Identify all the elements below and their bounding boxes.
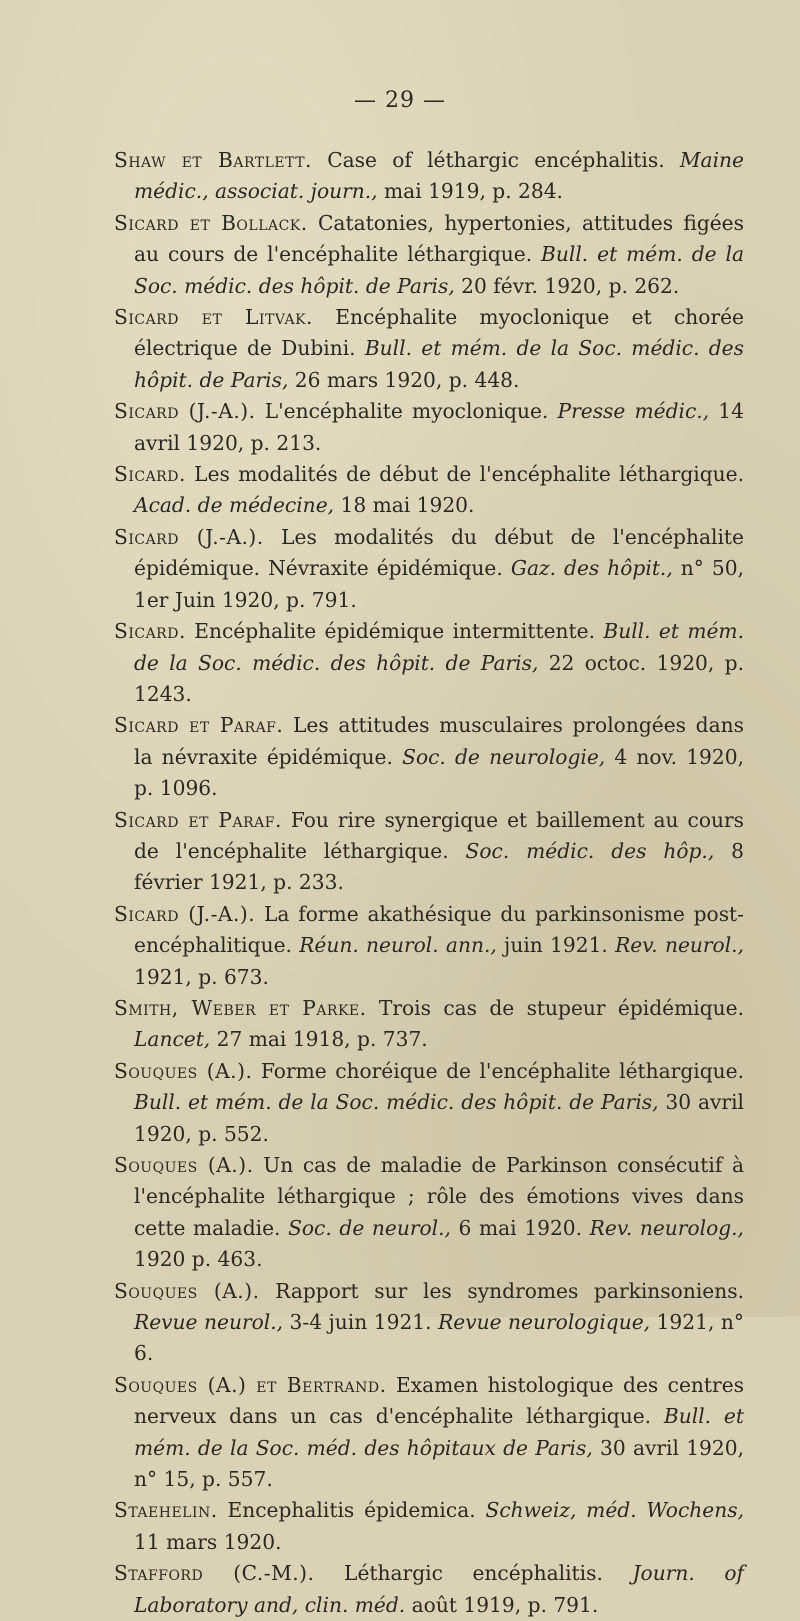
- reference-details: 26 mars 1920, p. 448.: [288, 367, 520, 392]
- reference-journal: Soc. de neurologie,: [402, 744, 606, 769]
- reference-title: Rapport sur les syndromes parkinsoniens.: [259, 1278, 745, 1303]
- reference-title: Léthargic encéphalitis.: [314, 1561, 633, 1586]
- reference-details: 1921, p. 673.: [134, 964, 269, 989]
- reference-entry: [114, 459, 744, 522]
- reference-authors: Stafford (C.-M.).: [114, 1561, 315, 1586]
- reference-details: 14 avril 1920, p. 213.: [134, 399, 744, 455]
- reference-details: 30 avril 1920, p. 552.: [134, 1090, 744, 1146]
- reference-journal: Acad. de médecine,: [134, 493, 335, 518]
- reference-details: 27 mai 1918, p. 737.: [210, 1027, 428, 1052]
- reference-title: Les modalités du début de l'encéphalite épidémique. Névraxite épidémique.: [134, 524, 744, 581]
- reference-authors: Sicard.: [114, 619, 186, 644]
- reference-journal: Bull. et mém. de la Soc. médic. des hôpit. de Paris,: [134, 619, 744, 675]
- reference-details: 3-4 juin 1921.: [283, 1310, 439, 1335]
- reference-journal: Bull. et mém. de la Soc. médic. des hôpit. de Paris,: [134, 1090, 659, 1115]
- reference-journal: Presse médic.,: [557, 399, 710, 424]
- reference-authors: Souques (A.).: [114, 1058, 253, 1083]
- reference-entry: [114, 1276, 744, 1370]
- reference-journal: Rev. neurol.,: [615, 933, 744, 958]
- reference-title: Les attitudes musculaires prolongées dans la névraxite épidémique.: [134, 713, 744, 769]
- reference-journal: Bull. et mém. de la Soc. médic. des hôpit. de Paris,: [134, 336, 744, 392]
- reference-details: juin 1921.: [496, 933, 616, 958]
- reference-entry: [114, 616, 744, 710]
- reference-authors: Souques (A.).: [114, 1278, 260, 1303]
- reference-journal: Journ. of Laboratory and, clin. méd.: [134, 1561, 744, 1617]
- reference-details: 20 févr. 1920, p. 262.: [454, 273, 680, 298]
- reference-title: Catatonies, hypertonies, attitudes figées au cours de l'encéphalite léthargique.: [134, 210, 744, 267]
- reference-entry: [114, 1370, 744, 1496]
- reference-entry: [114, 1150, 744, 1276]
- reference-entry: [114, 145, 744, 208]
- reference-entry: [114, 899, 744, 993]
- reference-journal: Schweiz, méd. Wochens,: [485, 1498, 744, 1523]
- reference-details: 11 mars 1920.: [134, 1529, 282, 1554]
- reference-title: La forme akathésique du parkinsonisme post-encéphalitique.: [134, 901, 744, 958]
- reference-authors: Sicard (J.-A.).: [114, 524, 264, 549]
- reference-journal: Revue neurol.,: [134, 1310, 284, 1335]
- reference-authors: Shaw et Bartlett.: [114, 148, 312, 172]
- reference-journal: Revue neurologique,: [438, 1310, 651, 1335]
- reference-entry: [114, 1495, 744, 1558]
- reference-journal: Soc. médic. des hôp.,: [465, 838, 715, 863]
- reference-title: Case of léthargic encéphalitis.: [311, 148, 680, 172]
- reference-authors: Sicard et Paraf.: [114, 807, 282, 832]
- page-number: — 29 —: [354, 88, 446, 113]
- reference-authors: Smith, Weber et Parke.: [114, 995, 367, 1020]
- reference-entry: [114, 396, 744, 459]
- reference-authors: Sicard (J.-A.).: [114, 399, 256, 424]
- reference-title: Forme choréique de l'encéphalite léthargique.: [252, 1058, 744, 1083]
- reference-title: Encéphalite myoclonique et chorée électrique de Dubini.: [134, 305, 744, 361]
- reference-title: Encephalitis épidemica.: [217, 1498, 486, 1523]
- reference-list: [114, 145, 744, 1621]
- reference-journal: Bull. et mém. de la Soc. médic. des hôpit. de Paris,: [134, 242, 745, 298]
- reference-details: 18 mai 1920.: [334, 493, 475, 518]
- reference-authors: Sicard et Paraf.: [114, 713, 284, 738]
- reference-authors: Sicard et Bollack.: [114, 210, 308, 235]
- reference-authors: Sicard (J.-A.).: [114, 901, 256, 926]
- reference-title: Un cas de maladie de Parkinson consécutif à l'encéphalite léthargique ; rôle des émotions vives dans cette maladie.: [134, 1153, 744, 1240]
- reference-details: 8 février 1921, p. 233.: [134, 838, 744, 895]
- reference-journal: Maine médic., associat. journ.,: [134, 148, 744, 204]
- reference-details: août 1919, p. 791.: [405, 1592, 599, 1617]
- reference-entry: [114, 1558, 744, 1621]
- reference-entry: [114, 302, 744, 396]
- reference-details: 4 nov. 1920, p. 1096.: [134, 744, 744, 801]
- reference-title: L'encéphalite myoclonique.: [255, 399, 558, 424]
- reference-details: mai 1919, p. 284.: [377, 179, 563, 204]
- reference-title: Examen histologique des centres nerveux dans un cas d'encéphalite léthargique.: [134, 1372, 745, 1429]
- reference-authors: Sicard et Litvak.: [114, 305, 313, 330]
- reference-journal: Gaz. des hôpit.,: [510, 556, 673, 581]
- reference-journal: Bull. et mém. de la Soc. méd. des hôpitaux de Paris,: [134, 1404, 744, 1460]
- reference-entry: [114, 1056, 744, 1150]
- reference-journal: Réun. neurol. ann.,: [299, 933, 497, 958]
- reference-entry: [114, 522, 744, 616]
- reference-authors: Sicard.: [114, 462, 186, 487]
- reference-entry: [114, 208, 744, 302]
- reference-title: Trois cas de stupeur épidémique.: [366, 995, 744, 1020]
- reference-entry: [114, 710, 744, 804]
- reference-authors: Souques (A.).: [114, 1153, 254, 1177]
- reference-details: 6 mai 1920.: [450, 1215, 590, 1240]
- reference-entry: [114, 805, 744, 899]
- reference-title: Fou rire synergique et baillement au cours de l'encéphalite léthargique.: [134, 807, 744, 863]
- reference-authors: Staehelin.: [114, 1498, 218, 1523]
- reference-journal: Soc. de neurol.,: [288, 1215, 451, 1240]
- reference-details: 1921, n° 6.: [134, 1310, 744, 1366]
- reference-title: Encéphalite épidémique intermittente.: [185, 619, 604, 644]
- reference-details: 30 avril 1920, n° 15, p. 557.: [134, 1435, 744, 1492]
- reference-entry: [114, 993, 744, 1056]
- reference-details: 22 octoc. 1920, p. 1243.: [134, 650, 744, 706]
- reference-title: Les modalités de début de l'encéphalite léthargique.: [185, 462, 744, 487]
- reference-journal: Rev. neurolog.,: [589, 1215, 744, 1240]
- reference-details: 1920 p. 463.: [134, 1247, 263, 1272]
- reference-authors: Souques (A.) et Bertrand.: [114, 1372, 387, 1397]
- reference-journal: Lancet,: [134, 1027, 211, 1052]
- reference-details: n° 50, 1er Juin 1920, p. 791.: [134, 556, 744, 612]
